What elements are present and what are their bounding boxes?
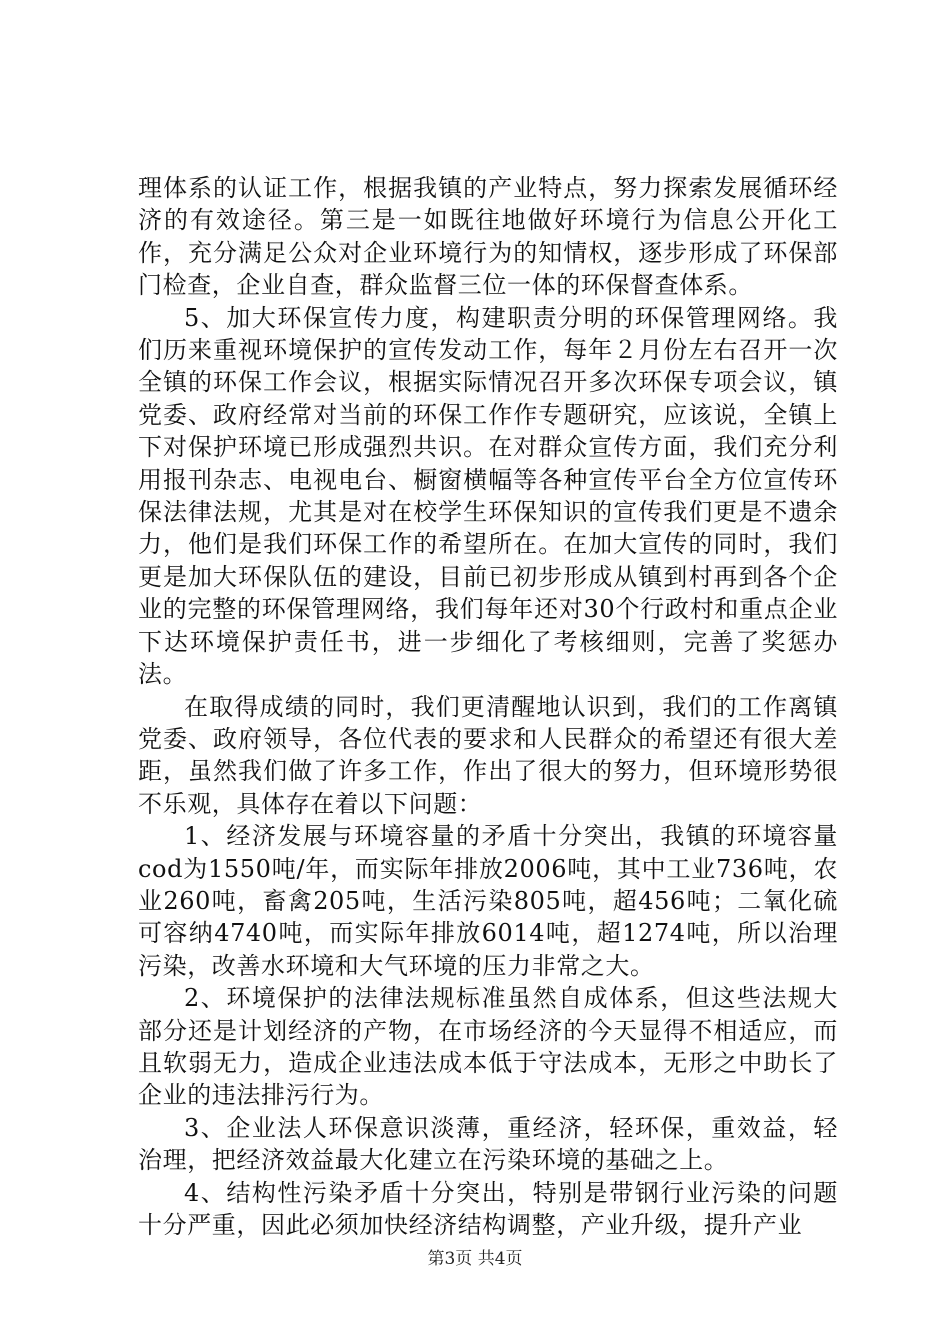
paragraph-6: 3、企业法人环保意识淡薄，重经济，轻环保，重效益，轻治理，把经济效益最大化建立在污染环境的基础之上。 [138,1113,838,1175]
paragraph-4: 1、经济发展与环境容量的矛盾十分突出，我镇的环境容量cod为1550吨/年，而实际年排放2006吨，其中工业736吨，农业260吨，畜禽205吨，生活污染805吨，超456吨；二氧化硫可容纳4740吨，而实际年排放6014吨，超1274吨，所以治理污染，改善水环境和大气环境的压力非常之大。 [138,822,838,980]
paragraph-2: 5、加大环保宣传力度，构建职责分明的环保管理网络。我们历来重视环境保护的宣传发动工作，每年２月份左右召开一次全镇的环保工作会议，根据实际情况召开多次环保专项会议，镇党委、政府经常对当前的环保工作作专题研究，应该说，全镇上下对保护环境已形成强烈共识。在对群众宣传方面，我们充分利用报刊杂志、电视电台、橱窗横幅等各种宣传平台全方位宣传环保法律法规，尤其是对在校学生环保知识的宣传我们更是不遗余力，他们是我们环保工作的希望所在。在加大宣传的同时，我们更是加大环保队伍的建设，目前已初步形成从镇到村再到各个企业的完整的环保管理网络，我们每年还对30个行政村和重点企业下达环境保护责任书，进一步细化了考核细则，完善了奖惩办法。 [138,303,838,689]
document-body [138,172,838,1241]
paragraph-5: 2、环境保护的法律法规标准虽然自成体系，但这些法规大部分还是计划经济的产物，在市场经济的今天显得不相适应，而且软弱无力，造成企业违法成本低于守法成本，无形之中助长了企业的违法排污行为。 [138,984,838,1110]
page-footer: 第3页 共4页 [427,1249,523,1269]
paragraph-7: 4、结构性污染矛盾十分突出，特别是带钢行业污染的问题十分严重，因此必须加快经济结构调整，产业升级，提升产业 [138,1178,838,1239]
paragraph-3: 在取得成绩的同时，我们更清醒地认识到，我们的工作离镇党委、政府领导，各位代表的要求和人民群众的希望还有很大差距，虽然我们做了许多工作，作出了很大的努力，但环境形势很不乐观，具体存在着以下问题： [138,692,838,818]
paragraph-1: 理体系的认证工作，根据我镇的产业特点，努力探索发展循环经济的有效途径。第三是一如既往地做好环境行为信息公开化工作，充分满足公众对企业环境行为的知情权，逐步形成了环保部门检查，企业自查，群众监督三位一体的环保督查体系。 [138,174,838,300]
